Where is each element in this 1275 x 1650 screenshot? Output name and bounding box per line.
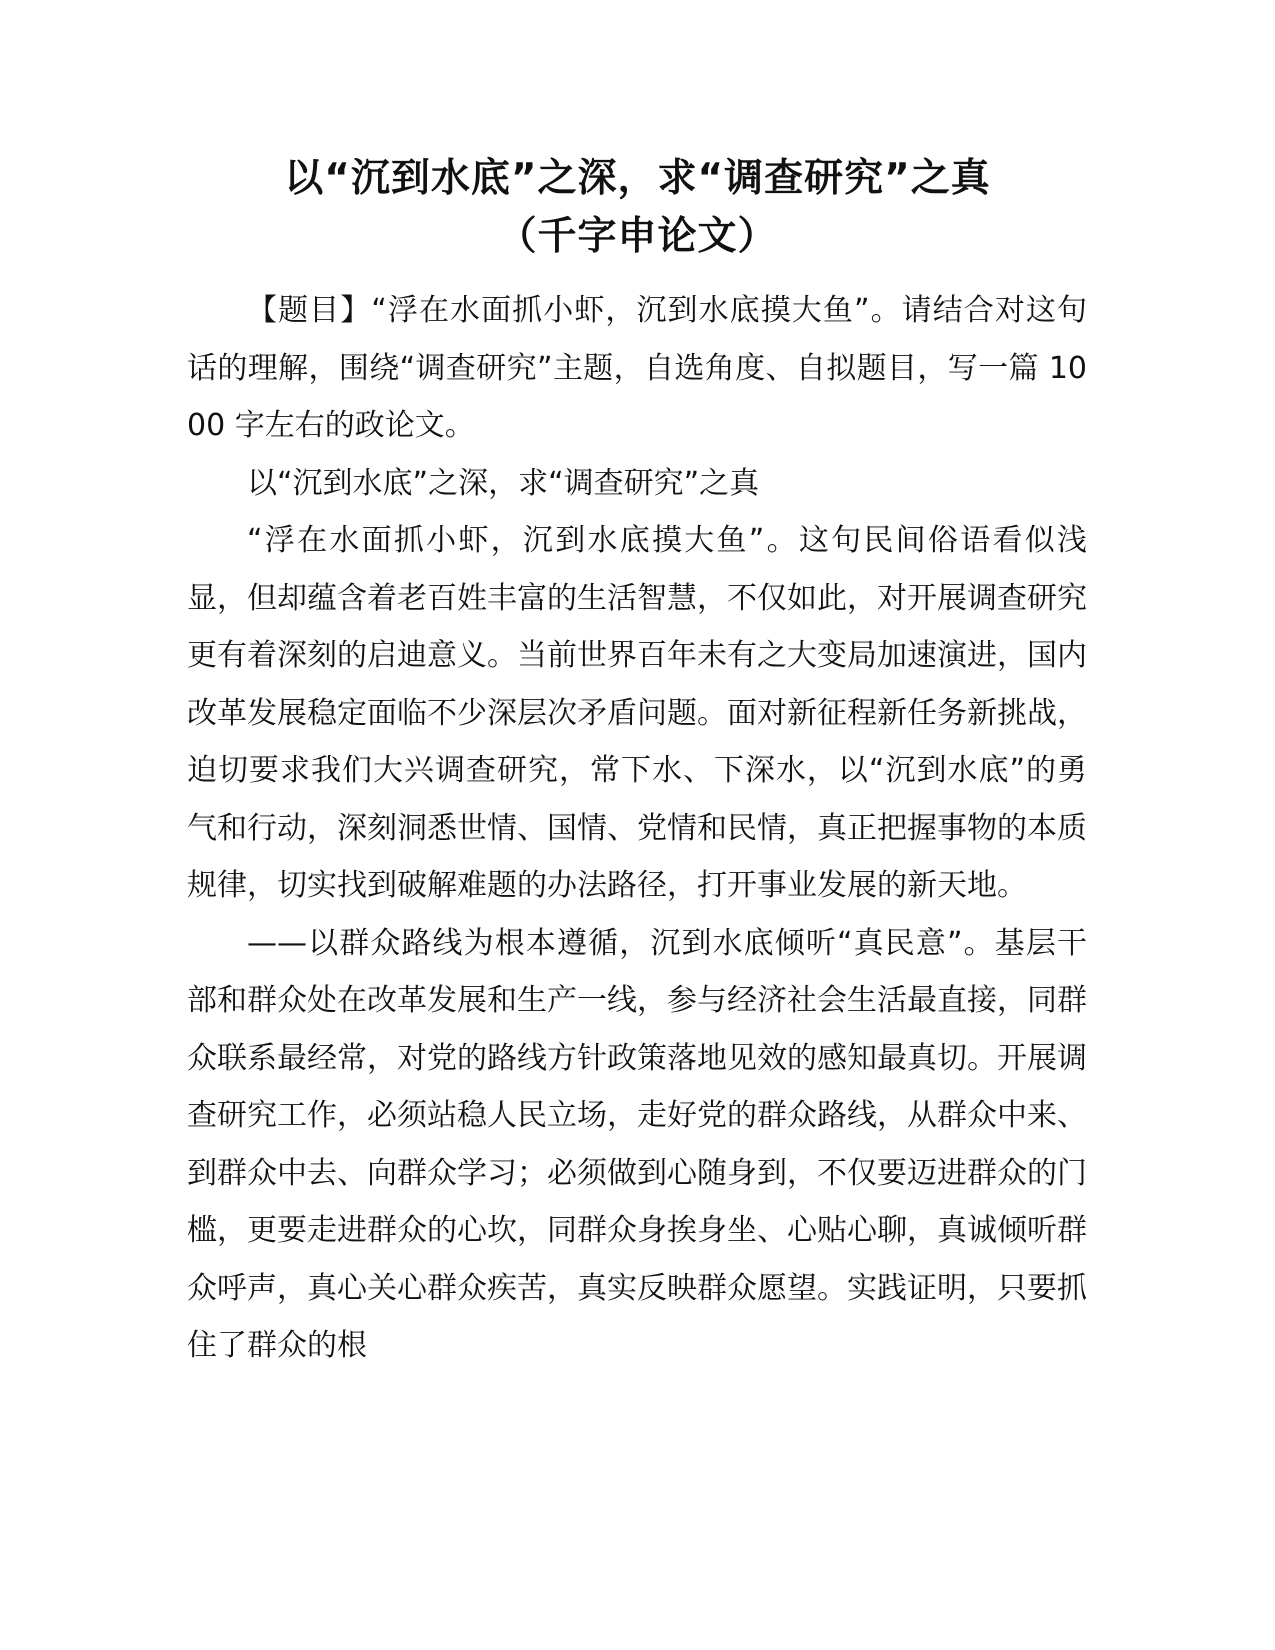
document-title: [150, 150, 1125, 266]
title-line-2: （千字申论文）: [497, 214, 778, 259]
document-body: [187, 282, 1087, 1375]
essay-heading: 以“沉到水底”之深，求“调查研究”之真: [247, 465, 760, 501]
prompt-paragraph: 【题目】“浮在水面抓小虾，沉到水底摸大鱼”。请结合对这句话的理解，围绕“调查研究”主题，自选角度、自拟题目，写一篇 1000 字左右的政论文。: [187, 293, 1087, 443]
body-paragraph: ——以群众路线为根本遵循，沉到水底倾听“真民意”。基层干部和群众处在改革发展和生产一线，参与经济社会生活最直接，同群众联系最经常，对党的路线方针政策落地见效的感知最真切。开展调查研究工作，必须站稳人民立场，走好党的群众路线，从群众中来、到群众中去、向群众学习；必须做到心随身到，不仅要迈进群众的门槛，更要走进群众的心坎，同群众身挨身坐、心贴心聊，真诚倾听群众呼声，真心关心群众疾苦，真实反映群众愿望。实践证明，只要抓住了群众的根: [187, 925, 1087, 1363]
title-line-1: 以“沉到水底”之深，求“调查研究”之真: [284, 156, 991, 201]
body-paragraph: “浮在水面抓小虾，沉到水底摸大鱼”。这句民间俗语看似浅显，但却蕴含着老百姓丰富的生活智慧，不仅如此，对开展调查研究更有着深刻的启迪意义。当前世界百年未有之大变局加速演进，国内改革发展稳定面临不少深层次矛盾问题。面对新征程新任务新挑战，迫切要求我们大兴调查研究，常下水、下深水，以“沉到水底”的勇气和行动，深刻洞悉世情、国情、党情和民情，真正把握事物的本质规律，切实找到破解难题的办法路径，打开事业发展的新天地。: [187, 523, 1087, 903]
